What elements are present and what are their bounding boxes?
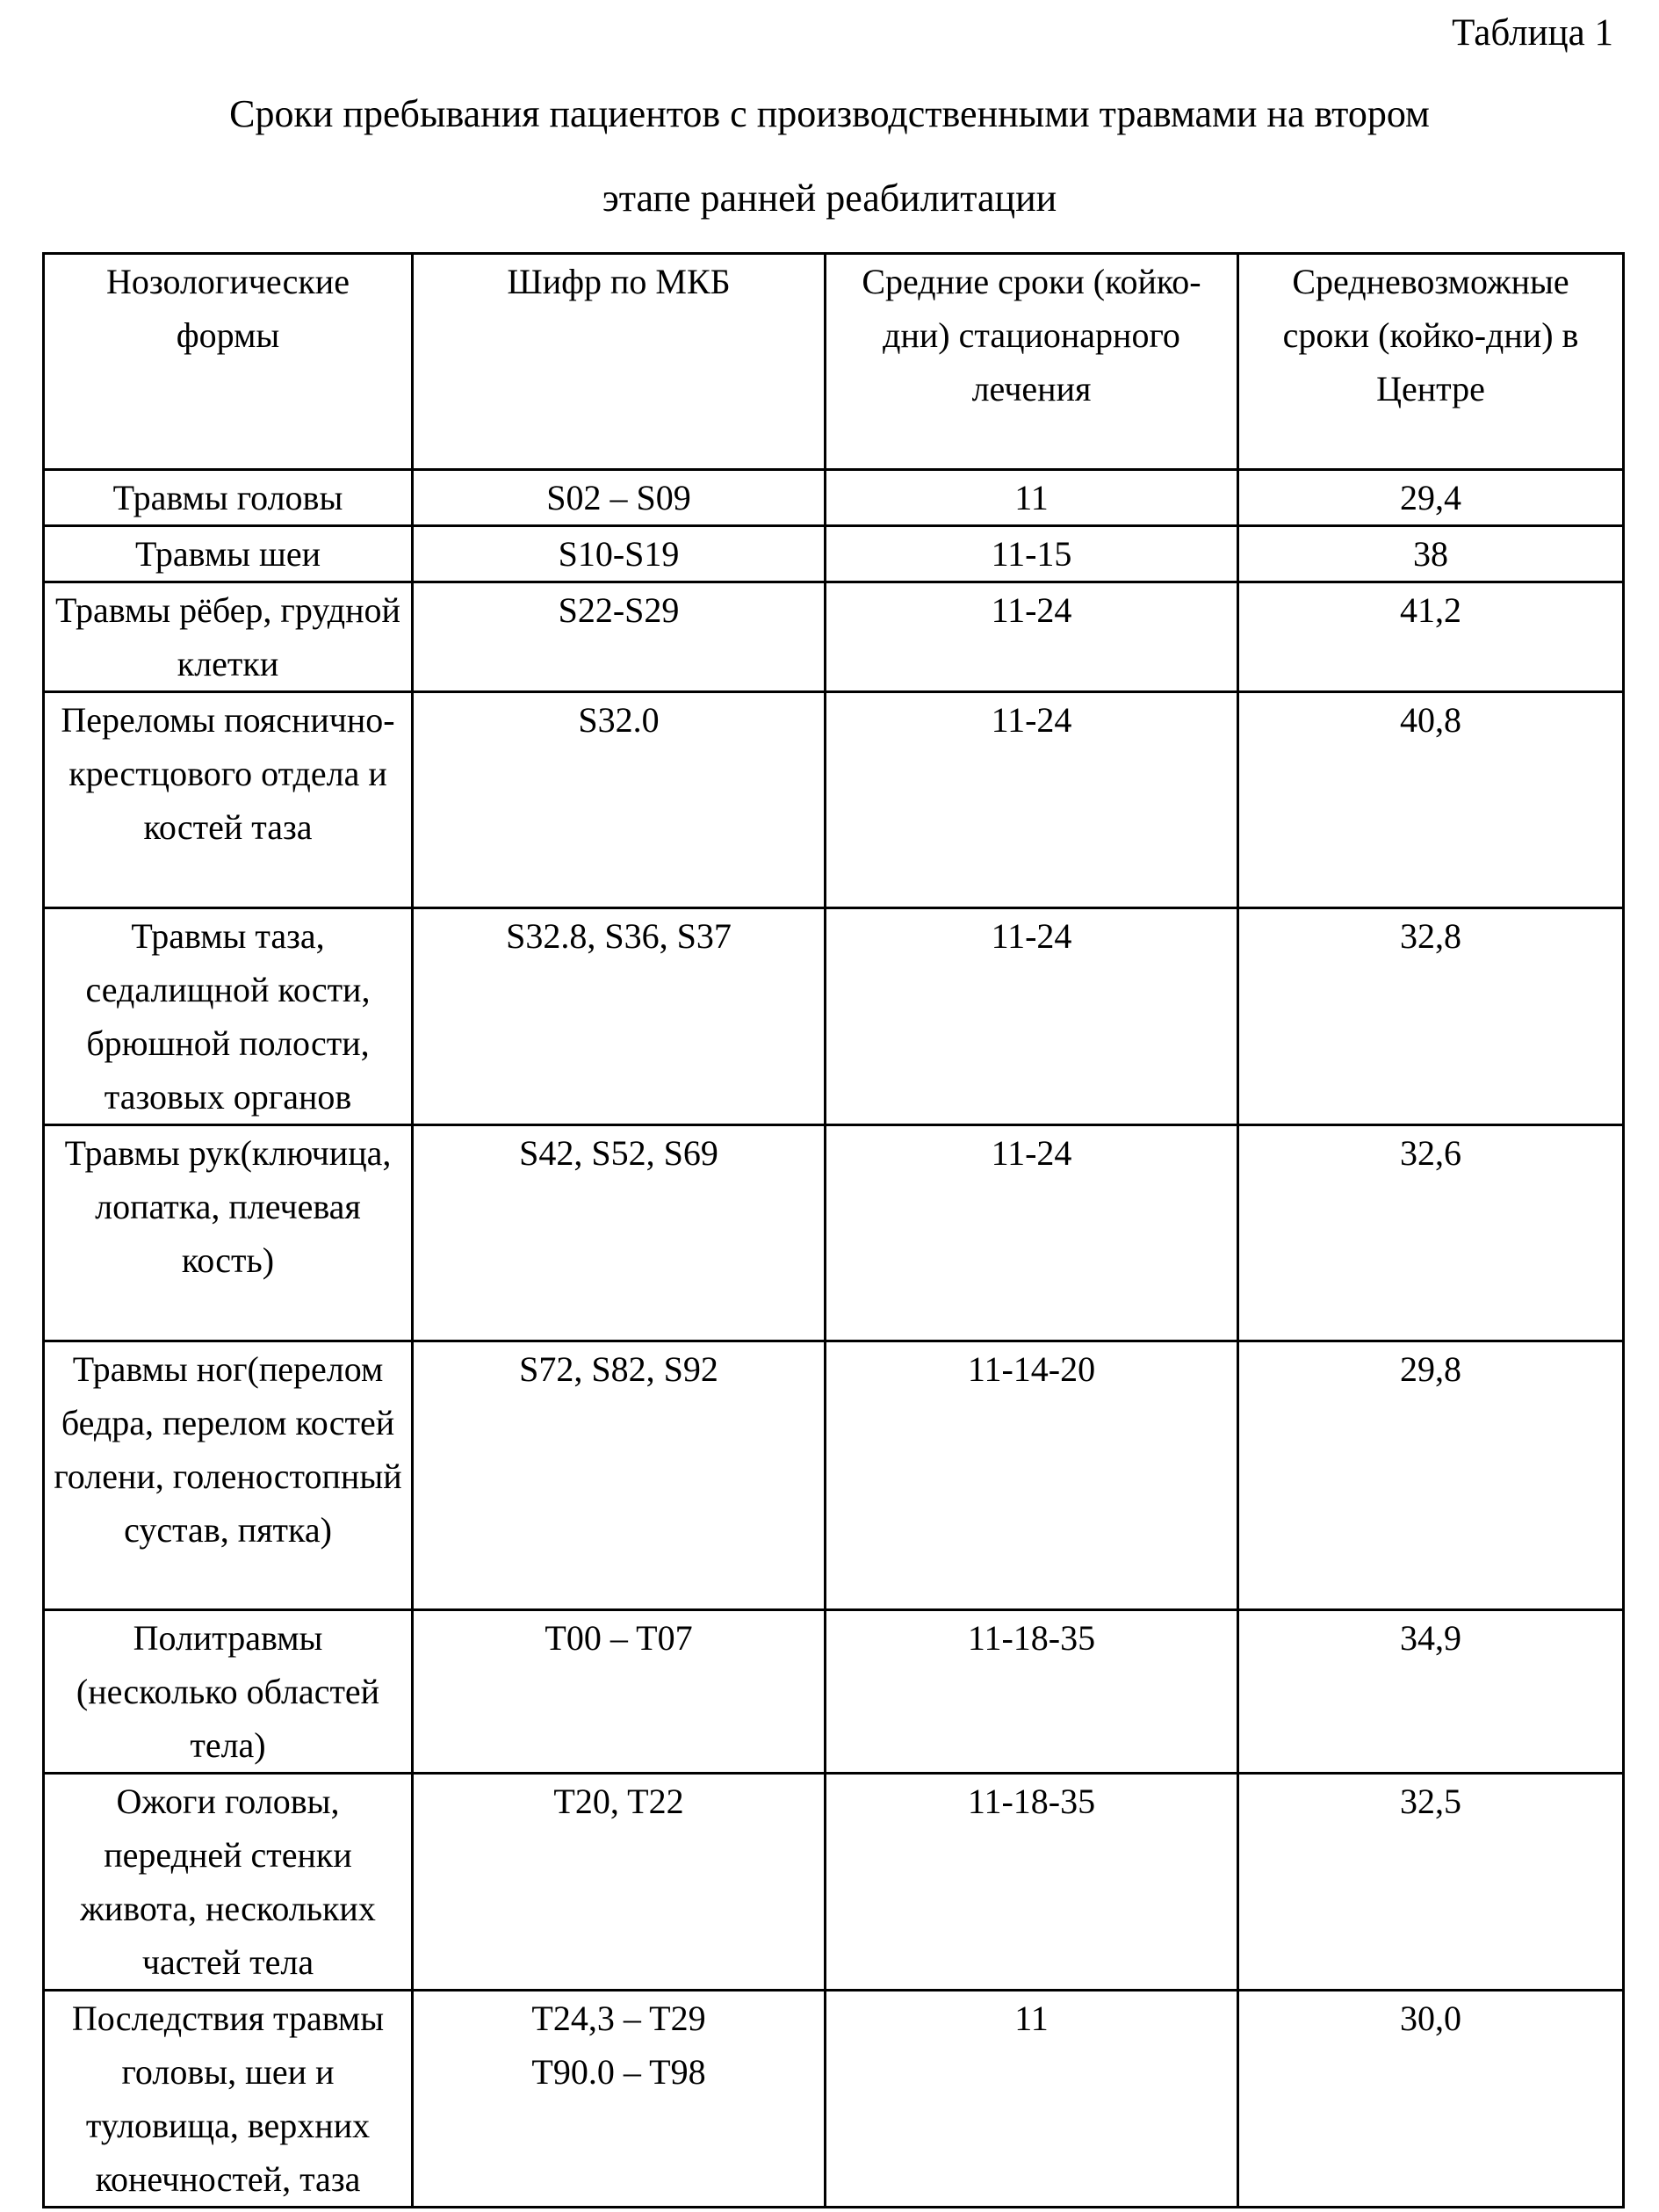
cell-center-days: 41,2 bbox=[1238, 582, 1624, 692]
cell-icd-code: S72, S82, S92 bbox=[413, 1341, 826, 1610]
cell-nosological-form: Травмы таза, седалищной кости, брюшной полости, тазовых органов bbox=[44, 908, 413, 1125]
table-row bbox=[44, 470, 1624, 526]
table-row bbox=[44, 526, 1624, 582]
header-center-days: Средневозможные сроки (койко-дни) в Центре bbox=[1238, 254, 1624, 470]
cell-icd-code: T24,3 – T29 T90.0 – T98 bbox=[413, 1991, 826, 2208]
cell-average-days: 11-24 bbox=[826, 908, 1238, 1125]
cell-icd-code: S32.8, S36, S37 bbox=[413, 908, 826, 1125]
cell-nosological-form: Последствия травмы головы, шеи и туловища, верхних конечностей, таза bbox=[44, 1991, 413, 2208]
table-title-line-1: Сроки пребывания пациентов с производственными травмами на втором bbox=[229, 92, 1430, 135]
table-title-line-2: этапе ранней реабилитации bbox=[602, 177, 1057, 220]
cell-icd-code: S42, S52, S69 bbox=[413, 1125, 826, 1341]
table-header-row bbox=[44, 254, 1624, 470]
rehabilitation-terms-table bbox=[42, 252, 1625, 2208]
cell-center-days: 29,8 bbox=[1238, 1341, 1624, 1610]
cell-icd-code: S32.0 bbox=[413, 692, 826, 908]
header-average-inpatient-days: Средние сроки (койко-дни) стационарного лечения bbox=[826, 254, 1238, 470]
table-row bbox=[44, 692, 1624, 908]
cell-nosological-form: Травмы ног(перелом бедра, перелом костей голени, голеностопный сустав, пятка) bbox=[44, 1341, 413, 1610]
cell-average-days: 11-24 bbox=[826, 692, 1238, 908]
cell-center-days: 32,6 bbox=[1238, 1125, 1624, 1341]
cell-nosological-form: Травмы головы bbox=[44, 470, 413, 526]
cell-icd-code: S10-S19 bbox=[413, 526, 826, 582]
table-row bbox=[44, 1610, 1624, 1774]
table-row bbox=[44, 1991, 1624, 2208]
table-row bbox=[44, 582, 1624, 692]
cell-center-days: 32,5 bbox=[1238, 1774, 1624, 1991]
table-row bbox=[44, 1774, 1624, 1991]
table-label: Таблица 1 bbox=[1452, 12, 1613, 54]
cell-nosological-form: Политравмы (несколько областей тела) bbox=[44, 1610, 413, 1774]
cell-average-days: 11 bbox=[826, 470, 1238, 526]
cell-nosological-form: Травмы рёбер, грудной клетки bbox=[44, 582, 413, 692]
cell-icd-code: S02 – S09 bbox=[413, 470, 826, 526]
cell-average-days: 11-14-20 bbox=[826, 1341, 1238, 1610]
cell-average-days: 11-24 bbox=[826, 1125, 1238, 1341]
cell-nosological-form: Травмы рук(ключица, лопатка, плечевая кость) bbox=[44, 1125, 413, 1341]
cell-center-days: 40,8 bbox=[1238, 692, 1624, 908]
header-nosological-forms: Нозологические формы bbox=[44, 254, 413, 470]
cell-average-days: 11-15 bbox=[826, 526, 1238, 582]
header-icd-code: Шифр по МКБ bbox=[413, 254, 826, 470]
cell-center-days: 30,0 bbox=[1238, 1991, 1624, 2208]
table-row bbox=[44, 1341, 1624, 1610]
cell-icd-code: T20, T22 bbox=[413, 1774, 826, 1991]
cell-center-days: 38 bbox=[1238, 526, 1624, 582]
cell-average-days: 11-24 bbox=[826, 582, 1238, 692]
cell-nosological-form: Ожоги головы, передней стенки живота, нескольких частей тела bbox=[44, 1774, 413, 1991]
cell-nosological-form: Травмы шеи bbox=[44, 526, 413, 582]
cell-average-days: 11 bbox=[826, 1991, 1238, 2208]
table-row bbox=[44, 908, 1624, 1125]
cell-icd-code: T00 – T07 bbox=[413, 1610, 826, 1774]
cell-average-days: 11-18-35 bbox=[826, 1610, 1238, 1774]
cell-average-days: 11-18-35 bbox=[826, 1774, 1238, 1991]
table-row bbox=[44, 1125, 1624, 1341]
cell-icd-code: S22-S29 bbox=[413, 582, 826, 692]
cell-nosological-form: Переломы пояснично-крестцового отдела и костей таза bbox=[44, 692, 413, 908]
cell-center-days: 32,8 bbox=[1238, 908, 1624, 1125]
cell-center-days: 34,9 bbox=[1238, 1610, 1624, 1774]
cell-center-days: 29,4 bbox=[1238, 470, 1624, 526]
